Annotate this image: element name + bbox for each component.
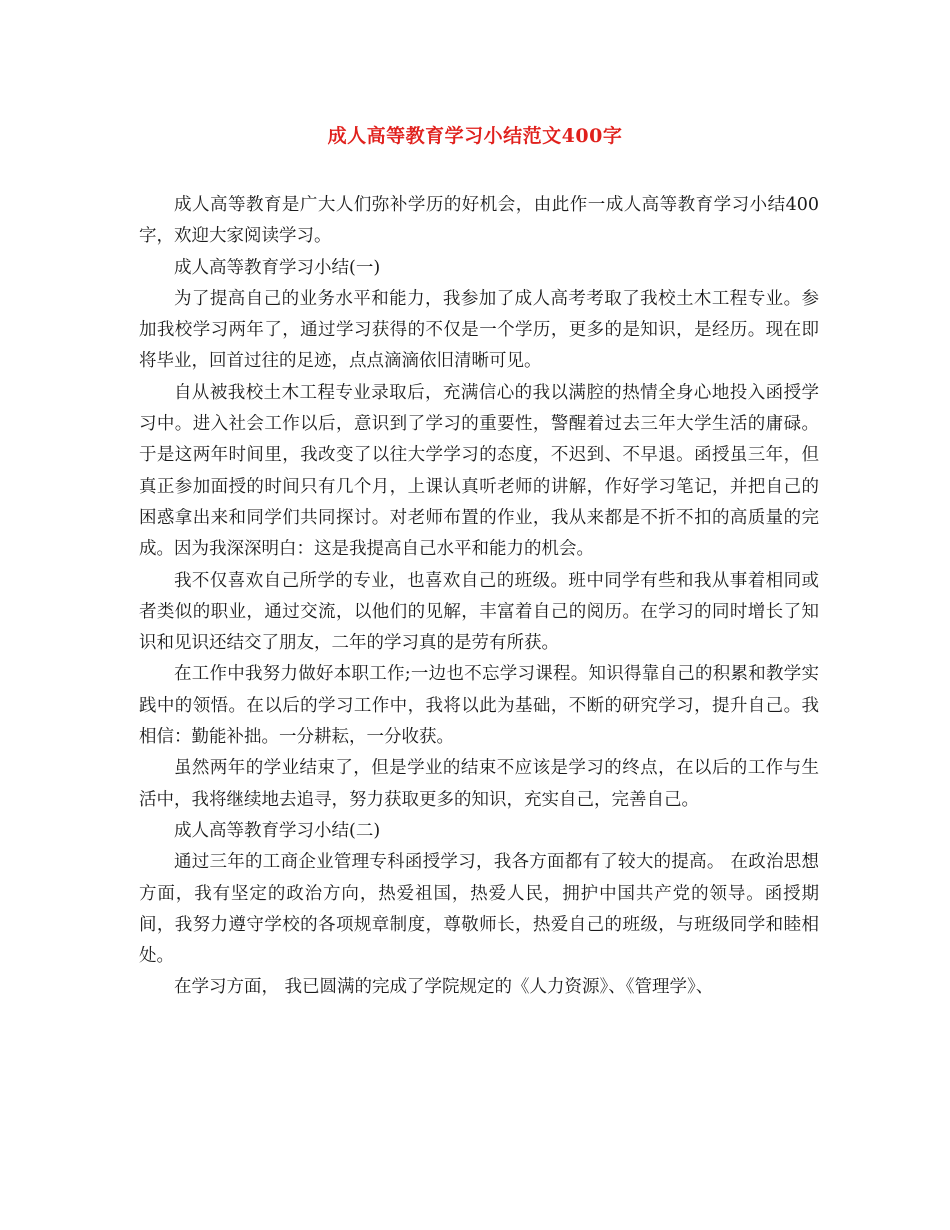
paragraph: 通过三年的工商企业管理专科函授学习，我各方面都有了较大的提高。 在政治思想方面，我有坚定的政治方向，热爱祖国，热爱人民，拥护中国共产党的领导。函授期间，我努力遵守学校的各项规章制度，尊敬师长，热爱自己的班级，与班级同学和睦相处。 — [139, 852, 819, 967]
intro-paragraph: 成人高等教育是广大人们弥补学历的好机会，由此作一成人高等教育学习小结400字，欢迎大家阅读学习。 — [139, 195, 819, 247]
paragraph: 在学习方面， 我已圆满的完成了学院规定的《人力资源》、《管理学》、 — [174, 977, 714, 998]
paragraph: 自从被我校土木工程专业录取后，充满信心的我以满腔的热情全身心地投入函授学习中。进入社会工作以后，意识到了学习的重要性，警醒着过去三年大学生活的庸碌。于是这两年时间里，我改变了以往大学学习的态度，不迟到、不早退。函授虽三年，但真正参加面授的时间只有几个月，上课认真听老师的讲解，作好学习笔记，并把自己的困惑拿出来和同学们共同探讨。对老师布置的作业，我从来都是不折不扣的高质量的完成。因为我深深明白：这是我提高自己水平和能力的机会。 — [139, 382, 819, 560]
document-title: 成人高等教育学习小结范文400字 — [327, 125, 623, 147]
paragraph: 为了提高自己的业务水平和能力，我参加了成人高考考取了我校土木工程专业。参加我校学习两年了，通过学习获得的不仅是一个学历，更多的是知识，是经历。现在即将毕业，回首过往的足迹，点点滴滴依旧清晰可见。 — [139, 288, 819, 372]
document-body — [139, 190, 819, 1004]
section-heading-1: 成人高等教育学习小结(一) — [174, 257, 381, 278]
paragraph: 虽然两年的学业结束了，但是学业的结束不应该是学习的终点，在以后的工作与生活中，我将继续地去追寻，努力获取更多的知识，充实自己，完善自己。 — [139, 758, 819, 810]
section-heading-2: 成人高等教育学习小结(二) — [174, 820, 381, 841]
paragraph: 在工作中我努力做好本职工作;一边也不忘学习课程。知识得靠自己的积累和教学实践中的领悟。在以后的学习工作中，我将以此为基础，不断的研究学习，提升自己。我相信：勤能补拙。一分耕耘，一分收获。 — [139, 664, 819, 748]
paragraph: 我不仅喜欢自己所学的专业，也喜欢自己的班级。班中同学有些和我从事着相同或者类似的职业，通过交流，以他们的见解，丰富着自己的阅历。在学习的同时增长了知识和见识还结交了朋友，二年的学习真的是劳有所获。 — [139, 570, 819, 654]
